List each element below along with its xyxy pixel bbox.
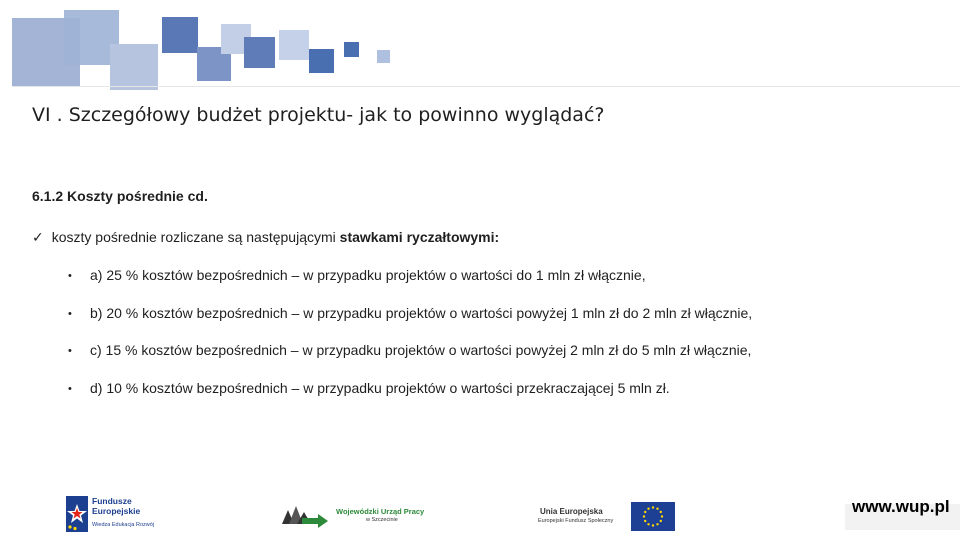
fe-line1: Fundusze [92, 496, 132, 506]
rate-list [68, 267, 752, 417]
bullet-icon: • [68, 307, 72, 320]
eu-star [656, 523, 658, 525]
eu-star [644, 511, 646, 513]
eu-star [652, 506, 654, 508]
intro-emphasis: stawkami ryczałtowymi: [339, 229, 500, 245]
deco-square [279, 30, 309, 60]
wup-mark-icon [280, 502, 330, 528]
deco-square [110, 44, 158, 90]
title-divider [12, 86, 960, 87]
fe-title [92, 496, 140, 516]
list-item-text: d) 10 % kosztów bezpośrednich – w przypadku projektów o wartości przekraczającej 5 mln zł. [90, 379, 670, 396]
eu-star [647, 523, 649, 525]
checkmark-icon: ✓ [32, 230, 44, 246]
fe-subtitle: Wiedza Edukacja Rozwój [92, 522, 155, 528]
eu-star [660, 520, 662, 522]
bullet-icon: • [68, 345, 72, 357]
list-item [68, 380, 752, 418]
deco-square [377, 50, 390, 63]
deco-square [344, 42, 359, 57]
deco-square [309, 49, 334, 73]
wup-logo [280, 500, 430, 530]
eu-star [660, 511, 662, 513]
fe-star-icon [66, 496, 88, 532]
deco-square [244, 37, 275, 68]
wup-city: w Szczecinie [366, 517, 398, 523]
eu-star [643, 515, 645, 517]
eu-star [644, 520, 646, 522]
wup-name: Wojewódzki Urząd Pracy [336, 507, 425, 516]
bullet-icon: • [68, 270, 72, 282]
list-item [68, 305, 752, 343]
list-item-text: b) 20 % kosztów bezpośrednich – w przypadku projektów o wartości powyżej 1 mln zł do 2 mln zł włącznie, [90, 304, 753, 321]
eu-star [652, 524, 654, 526]
list-item-text: c) 15 % kosztów bezpośrednich – w przypadku projektów o wartości powyżej 2 mln zł do 5 mln zł włącznie, [90, 342, 752, 358]
eu-logo [538, 500, 678, 532]
deco-square [162, 17, 198, 53]
list-item-text: a) 25 % kosztów bezpośrednich – w przypadku projektów o wartości do 1 mln zł włącznie, [90, 267, 646, 283]
fe-line2: Europejskie [92, 506, 141, 516]
eu-star [647, 508, 649, 510]
eu-fund: Europejski Fundusz Społeczny [538, 518, 614, 524]
eu-name: Unia Europejska [540, 507, 603, 516]
eu-flag-icon [631, 502, 675, 531]
website-link[interactable]: www.wup.pl [852, 497, 950, 516]
slide-title: VI . Szczegółowy budżet projektu- jak to powinno wyglądać? [32, 104, 605, 126]
fundusze-europejskie-logo [66, 494, 176, 534]
intro-text: koszty pośrednie rozliczane są następującymi [51, 229, 336, 245]
list-item [68, 342, 752, 380]
list-item [68, 267, 752, 305]
eu-star [656, 508, 658, 510]
eu-star [661, 515, 663, 517]
section-heading: 6.1.2 Koszty pośrednie cd. [32, 188, 208, 204]
intro-line [32, 229, 499, 246]
bullet-icon: • [68, 382, 72, 395]
